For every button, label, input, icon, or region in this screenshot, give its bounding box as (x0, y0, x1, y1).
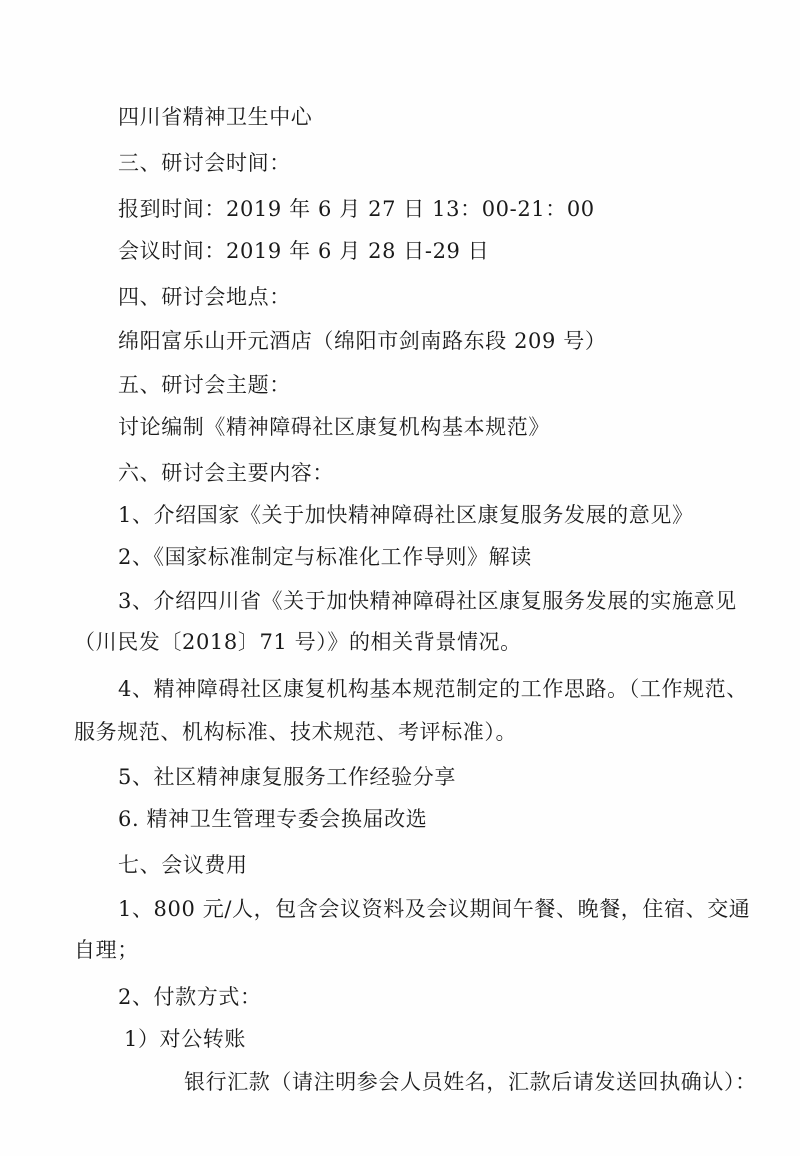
meeting-time: 会议时间：2019 年 6 月 28 日-29 日 (118, 239, 490, 263)
fee-item-2: 2、付款方式： (118, 985, 262, 1009)
org-name: 四川省精神卫生中心 (118, 105, 313, 129)
fee-item-1: 1、800 元/人，包含会议资料及会议期间午餐、晚餐，住宿、交通 (118, 897, 751, 921)
content-item-5: 5、社区精神康复服务工作经验分享 (118, 765, 456, 789)
registration-time: 报到时间：2019 年 6 月 27 日 13：00-21：00 (118, 197, 595, 221)
content-item-3: 3、介绍四川省《关于加快精神障碍社区康复服务发展的实施意见 (118, 589, 737, 613)
content-item-4-cont: 服务规范、机构标准、技术规范、考评标准）。 (74, 720, 518, 744)
bank-transfer-note: 银行汇款（请注明参会人员姓名，汇款后请发送回执确认）： (184, 1070, 757, 1094)
section-heading-content: 六、研讨会主要内容： (118, 461, 334, 485)
content-item-2: 2、《国家标准制定与标准化工作导则》解读 (118, 545, 532, 569)
section-heading-time: 三、研讨会时间： (118, 151, 291, 175)
section-heading-theme: 五、研讨会主题： (118, 373, 291, 397)
payment-method-1: 1）对公转账 (124, 1027, 246, 1051)
fee-item-1-cont: 自理； (74, 938, 139, 962)
section-heading-location: 四、研讨会地点： (118, 285, 291, 309)
location-text: 绵阳富乐山开元酒店（绵阳市剑南路东段 209 号） (118, 329, 607, 353)
content-item-3-cont: （川民发〔2018〕71 号）》的相关背景情况。 (74, 630, 522, 654)
section-heading-fees: 七、会议费用 (118, 853, 248, 877)
content-item-1: 1、介绍国家《关于加快精神障碍社区康复服务发展的意见》 (118, 503, 694, 527)
content-item-6: 6. 精神卫生管理专委会换届改选 (118, 807, 428, 831)
theme-text: 讨论编制《精神障碍社区康复机构基本规范》 (118, 415, 550, 439)
content-item-4: 4、精神障碍社区康复机构基本规范制定的工作思路。（工作规范、 (118, 677, 748, 701)
